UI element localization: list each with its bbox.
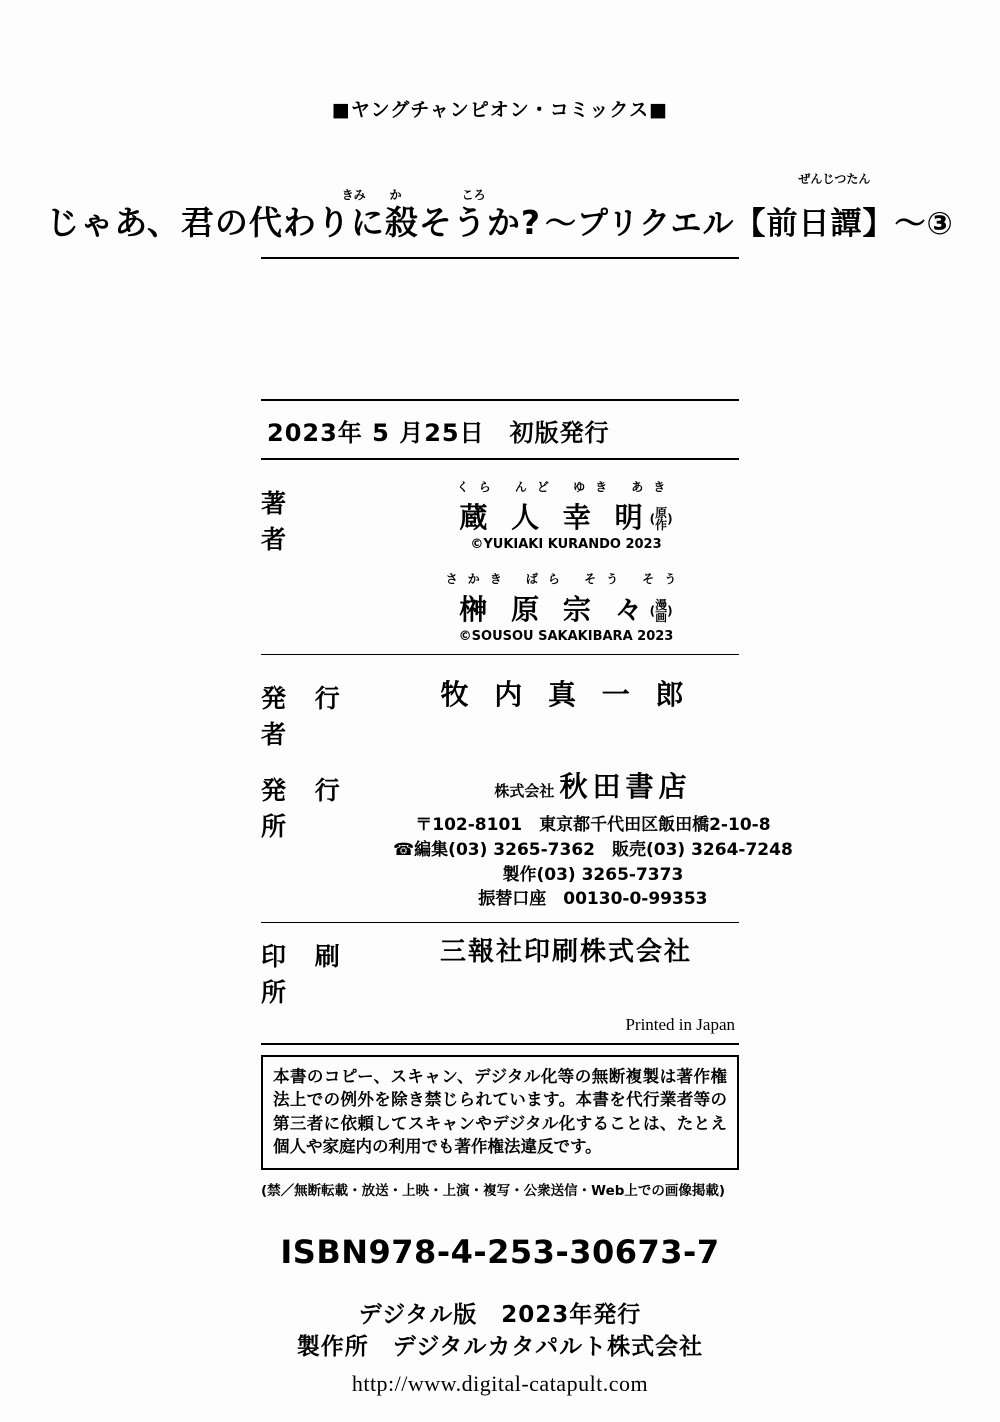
publisher-name: 秋田書店: [559, 770, 692, 804]
credits-table: [261, 478, 793, 1009]
copyright-original: ©YUKIAKI KURANDO 2023: [470, 537, 662, 553]
credit-label-publisher: 発 行 所: [261, 776, 350, 842]
credit-value-publisher: [393, 765, 793, 912]
author-role-original: (原 作): [649, 505, 673, 533]
notice-top-divider: [261, 1043, 739, 1045]
copyright-notice-sub: (禁／無断転載・放送・上映・上演・複写・公衆送信・Web上での画像掲載): [261, 1182, 726, 1199]
sub-title-ruby: ぜんじつたん: [798, 172, 871, 186]
printed-in-japan: Printed in Japan: [625, 1014, 735, 1034]
author-ruby-art: さかき ばら そう そう: [445, 572, 687, 587]
sub-title: ～プリクエル【前日譚】～③: [545, 206, 954, 242]
author-entry-art: [393, 570, 739, 644]
title-block: [0, 162, 1000, 259]
publisher-address: [393, 813, 793, 912]
copyright-art: ©SOUSOU SAKAKIBARA 2023: [458, 629, 674, 645]
author-entry-original: [393, 478, 739, 552]
credit-row-publisher-person: [261, 673, 739, 751]
publication-date: 2023年 5 月25日 初版発行: [267, 419, 610, 448]
address-line-1: 〒102-8101 東京都千代田区飯田橋2-10-8: [415, 815, 771, 836]
author-ruby-original: くら んど ゆき あき: [456, 480, 676, 495]
publisher-divider: [261, 922, 739, 923]
isbn-number: ISBN978-4-253-30673-7: [280, 1232, 720, 1271]
author-name-text-original: 蔵 人 幸 明: [459, 501, 650, 535]
date-bottom-divider: [261, 458, 739, 460]
credit-value-author: [393, 478, 739, 644]
address-line-4: 振替口座 00130-0-99353: [478, 889, 708, 910]
publisher-name-line: [393, 765, 793, 805]
author-name-text-art: 榊 原 宗 々: [459, 593, 650, 627]
credit-row-author: [261, 478, 739, 644]
credit-label-publisher-person: 発 行 者: [261, 684, 350, 750]
address-line-2: ☎編集(03) 3265-7362 販売(03) 3264-7248: [393, 839, 793, 860]
author-name-art: [446, 570, 687, 628]
author-role-art: (漫 画): [649, 597, 673, 625]
publisher-person-name: 牧 内 真 一 郎: [440, 678, 692, 712]
digital-producer-line: 製作所 デジタルカタパルト株式会社: [296, 1334, 704, 1361]
credit-value-publisher-person: [393, 673, 739, 713]
credit-value-printer: [393, 931, 739, 968]
credit-label-author: 著 者: [261, 489, 367, 555]
credit-row-publisher: [261, 765, 793, 912]
digital-edition-block: [220, 1299, 780, 1400]
address-line-3: 製作(03) 3265-7373: [502, 864, 684, 885]
series-banner: ■ヤングチャンピオン・コミックス■: [331, 99, 669, 121]
publisher-prefix: 株式会社: [494, 782, 555, 801]
author-name-original: [457, 478, 676, 536]
digital-edition-line: デジタル版 2023年発行: [358, 1301, 642, 1328]
printer-name: 三報社印刷株式会社: [439, 936, 692, 967]
author-divider: [261, 654, 739, 655]
copyright-notice-box: 本書のコピー、スキャン、デジタル化等の無断複製は著作権法上での例外を除き禁じられています。本書を代行業者等の第三者に依頼してスキャンやデジタル化することは、たとえ個人や家庭内の利用でも著作権法違反です。: [261, 1055, 739, 1170]
credit-label-printer: 印 刷 所: [261, 941, 350, 1007]
credit-row-printer: [261, 931, 739, 1009]
digital-url: http://www.digital-catapult.com: [351, 1370, 649, 1396]
main-title: じゃあ、君の代わりに殺そうか?: [46, 203, 542, 242]
main-title-ruby: きみ か ころ: [341, 188, 486, 202]
